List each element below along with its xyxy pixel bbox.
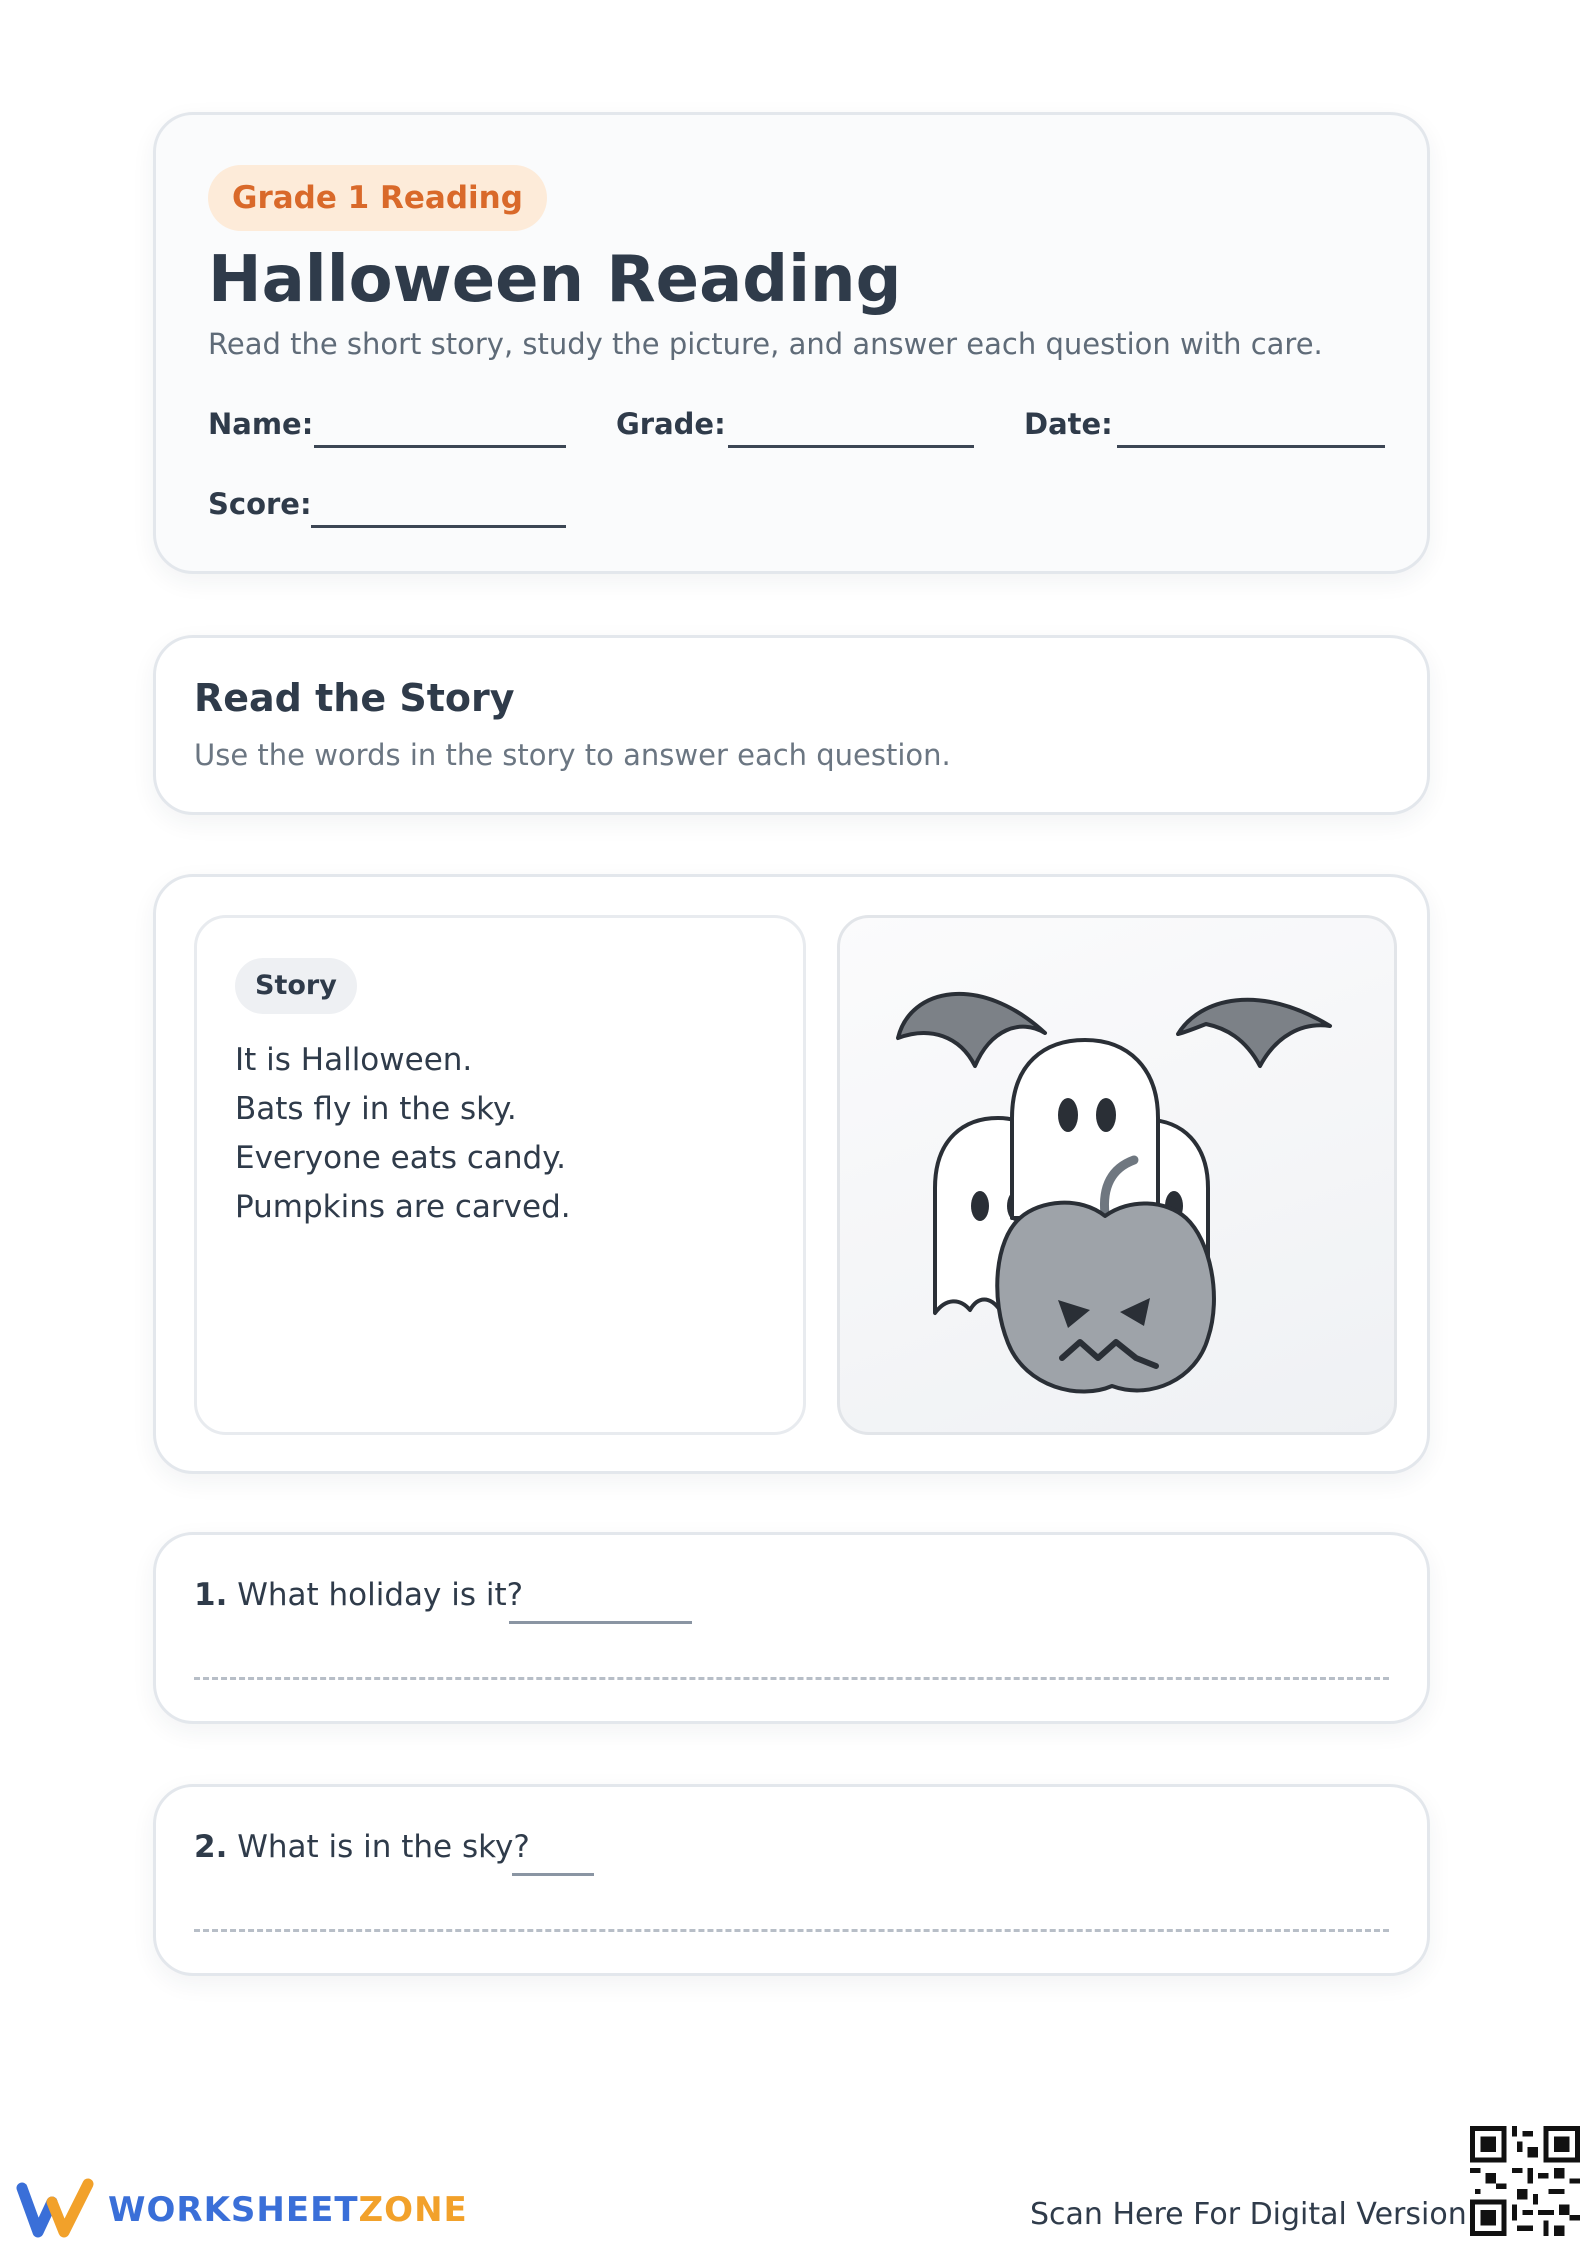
question-card-1 <box>153 1532 1430 1724</box>
story-line: Everyone eats candy. <box>235 1140 567 1176</box>
section-subtitle: Use the words in the story to answer each question. <box>194 738 951 772</box>
date-line[interactable] <box>1117 445 1385 448</box>
date-field <box>1024 407 1113 441</box>
question-number: 1. <box>194 1577 228 1613</box>
qr-code-icon[interactable] <box>1470 2126 1580 2236</box>
section-title: Read the Story <box>194 676 515 720</box>
grade-field <box>616 407 726 441</box>
story-card <box>153 874 1430 1474</box>
brand-name <box>108 2190 468 2230</box>
story-line: Pumpkins are carved. <box>235 1189 571 1225</box>
grade-line[interactable] <box>728 445 974 448</box>
scan-text: Scan Here For Digital Version <box>1030 2197 1467 2232</box>
answer-line[interactable] <box>194 1929 1389 1932</box>
inline-answer-blank[interactable] <box>512 1873 594 1876</box>
question-card-2 <box>153 1784 1430 1976</box>
story-line: It is Halloween. <box>235 1042 473 1078</box>
story-line: Bats fly in the sky. <box>235 1091 517 1127</box>
name-field <box>208 407 313 441</box>
question-prompt: What holiday is it? <box>237 1577 524 1613</box>
date-label: Date: <box>1024 407 1113 441</box>
name-line[interactable] <box>314 445 566 448</box>
halloween-illustration <box>840 918 1394 1432</box>
brand-part-1: WORKSHEET <box>108 2190 359 2230</box>
bat-icon <box>898 994 1045 1066</box>
brand-part-2: ZONE <box>358 2190 468 2230</box>
score-line[interactable] <box>311 525 566 528</box>
ghost-icon <box>1012 1040 1158 1218</box>
grade-label: Grade: <box>616 407 726 441</box>
worksheetzone-logo-icon <box>16 2178 96 2238</box>
header-card <box>153 112 1430 574</box>
score-field <box>208 487 312 521</box>
answer-line[interactable] <box>194 1677 1389 1680</box>
page-subtitle: Read the short story, study the picture, and answer each question with care. <box>208 327 1323 361</box>
question-text-1 <box>194 1577 523 1613</box>
story-tag: Story <box>235 958 357 1014</box>
name-label: Name: <box>208 407 314 441</box>
story-text <box>235 1036 571 1232</box>
inline-answer-blank[interactable] <box>509 1621 692 1624</box>
grade-badge: Grade 1 Reading <box>208 165 547 231</box>
bat-icon <box>1178 1000 1330 1066</box>
question-prompt: What is in the sky? <box>237 1829 530 1865</box>
story-picture <box>837 915 1397 1435</box>
page-title: Halloween Reading <box>208 243 902 317</box>
story-box <box>194 915 806 1435</box>
question-text-2 <box>194 1829 530 1865</box>
question-number: 2. <box>194 1829 228 1865</box>
read-section-card <box>153 635 1430 815</box>
score-label: Score: <box>208 487 312 521</box>
